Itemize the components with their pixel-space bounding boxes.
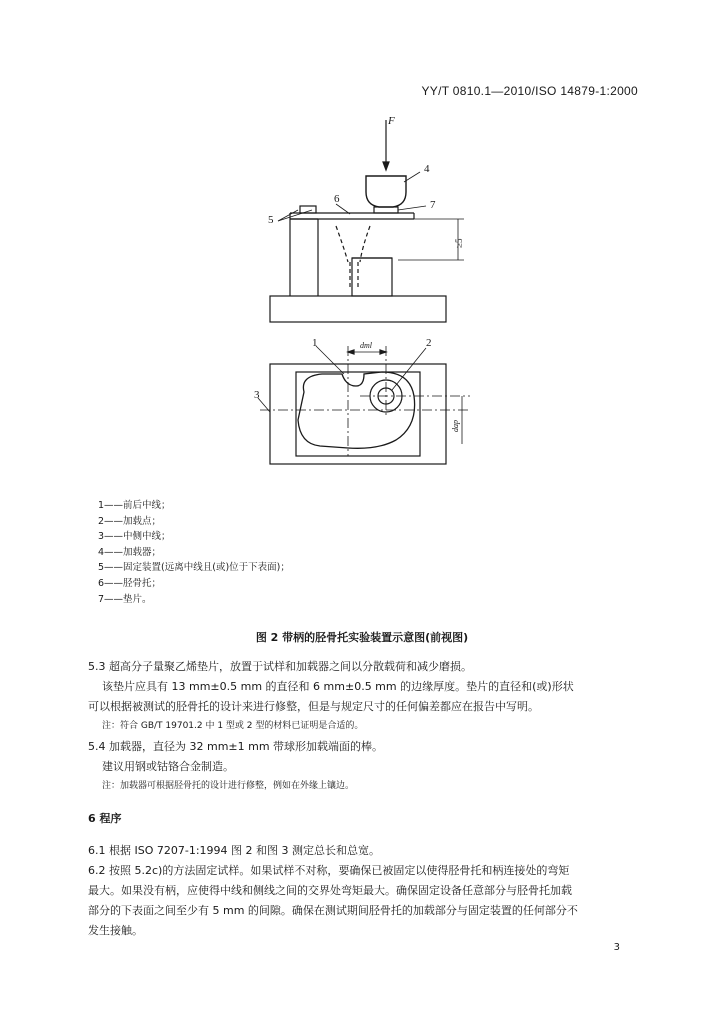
para-6-2-line1: 6.2 按照 5.2c)的方法固定试样。如果试样不对称，要确保已被固定以使得胫骨托和柄连接处的弯矩 — [88, 864, 570, 877]
label-6: 6 — [334, 193, 340, 205]
para-6-2-line3: 部分的下表面之间至少有 5 mm 的间隙。确保在测试期间胫骨托的加载部分与固定装置的任何部分不 — [88, 904, 578, 917]
note-5-4: 注：加载器可根据胫骨托的设计进行修整，例如在外缘上镶边。 — [102, 781, 355, 791]
label-force: F — [388, 115, 395, 127]
legend-item: 3——中侧中线； — [98, 531, 171, 543]
figure-legend — [98, 498, 290, 607]
para-5-4-line1: 5.4 加载器，直径为 32 mm±1 mm 带球形加载端面的棒。 — [88, 740, 384, 753]
para-5-3-line3: 可以根据被测试的胫骨托的设计来进行修整，但是与规定尺寸的任何偏差都应在报告中写明。 — [88, 700, 539, 713]
para-5-3-line1: 5.3 超高分子量聚乙烯垫片，放置于试样和加载器之间以分散载荷和减少磨损。 — [88, 660, 472, 673]
legend-item: 7——垫片。 — [98, 593, 152, 605]
legend-item: 6——胫骨托； — [98, 577, 162, 589]
legend-item: 4——加载器； — [98, 546, 162, 558]
label-2: 2 — [426, 337, 432, 349]
para-5-4-line2: 建议用钢或钴铬合金制造。 — [102, 760, 234, 773]
legend-item: 1——前后中线； — [98, 500, 171, 511]
page-number: 3 — [613, 942, 620, 953]
para-6-1: 6.1 根据 ISO 7207-1:1994 图 2 和图 3 测定总长和总宽。 — [88, 844, 381, 857]
legend-item: 2——加载点； — [98, 515, 162, 527]
test-setup-figure — [0, 0, 724, 480]
section-6-heading: 6 程序 — [88, 812, 122, 825]
label-5: 5 — [268, 214, 274, 226]
label-3: 3 — [254, 389, 260, 401]
label-dml: dml — [360, 341, 372, 350]
standard-code-header: YY/T 0810.1—2010/ISO 14879-1:2000 — [421, 84, 638, 98]
label-4: 4 — [424, 163, 430, 175]
para-6-2-line4: 发生接触。 — [88, 924, 143, 937]
label-7: 7 — [430, 199, 436, 211]
para-5-3-line2: 该垫片应具有 13 mm±0.5 mm 的直径和 6 mm±0.5 mm 的边缘厚度。垫片的直径和(或)形状 — [102, 680, 574, 693]
figure-caption: 图 2 带柄的胫骨托实验装置示意图(前视图) — [255, 631, 469, 644]
label-dap: dap — [451, 420, 460, 432]
note-5-3: 注：符合 GB/T 19701.2 中 1 型或 2 型的材料已证明是合适的。 — [102, 721, 364, 731]
label-1: 1 — [312, 337, 318, 349]
legend-item: 5——固定装置(远离中线且(或)位于下表面)； — [98, 562, 290, 574]
para-6-2-line2: 最大。如果没有柄，应使得中线和侧线之间的交界处弯矩最大。确保固定设备任意部分与胫骨托加载 — [88, 884, 572, 897]
label-ge5: ≥5 — [454, 238, 464, 248]
